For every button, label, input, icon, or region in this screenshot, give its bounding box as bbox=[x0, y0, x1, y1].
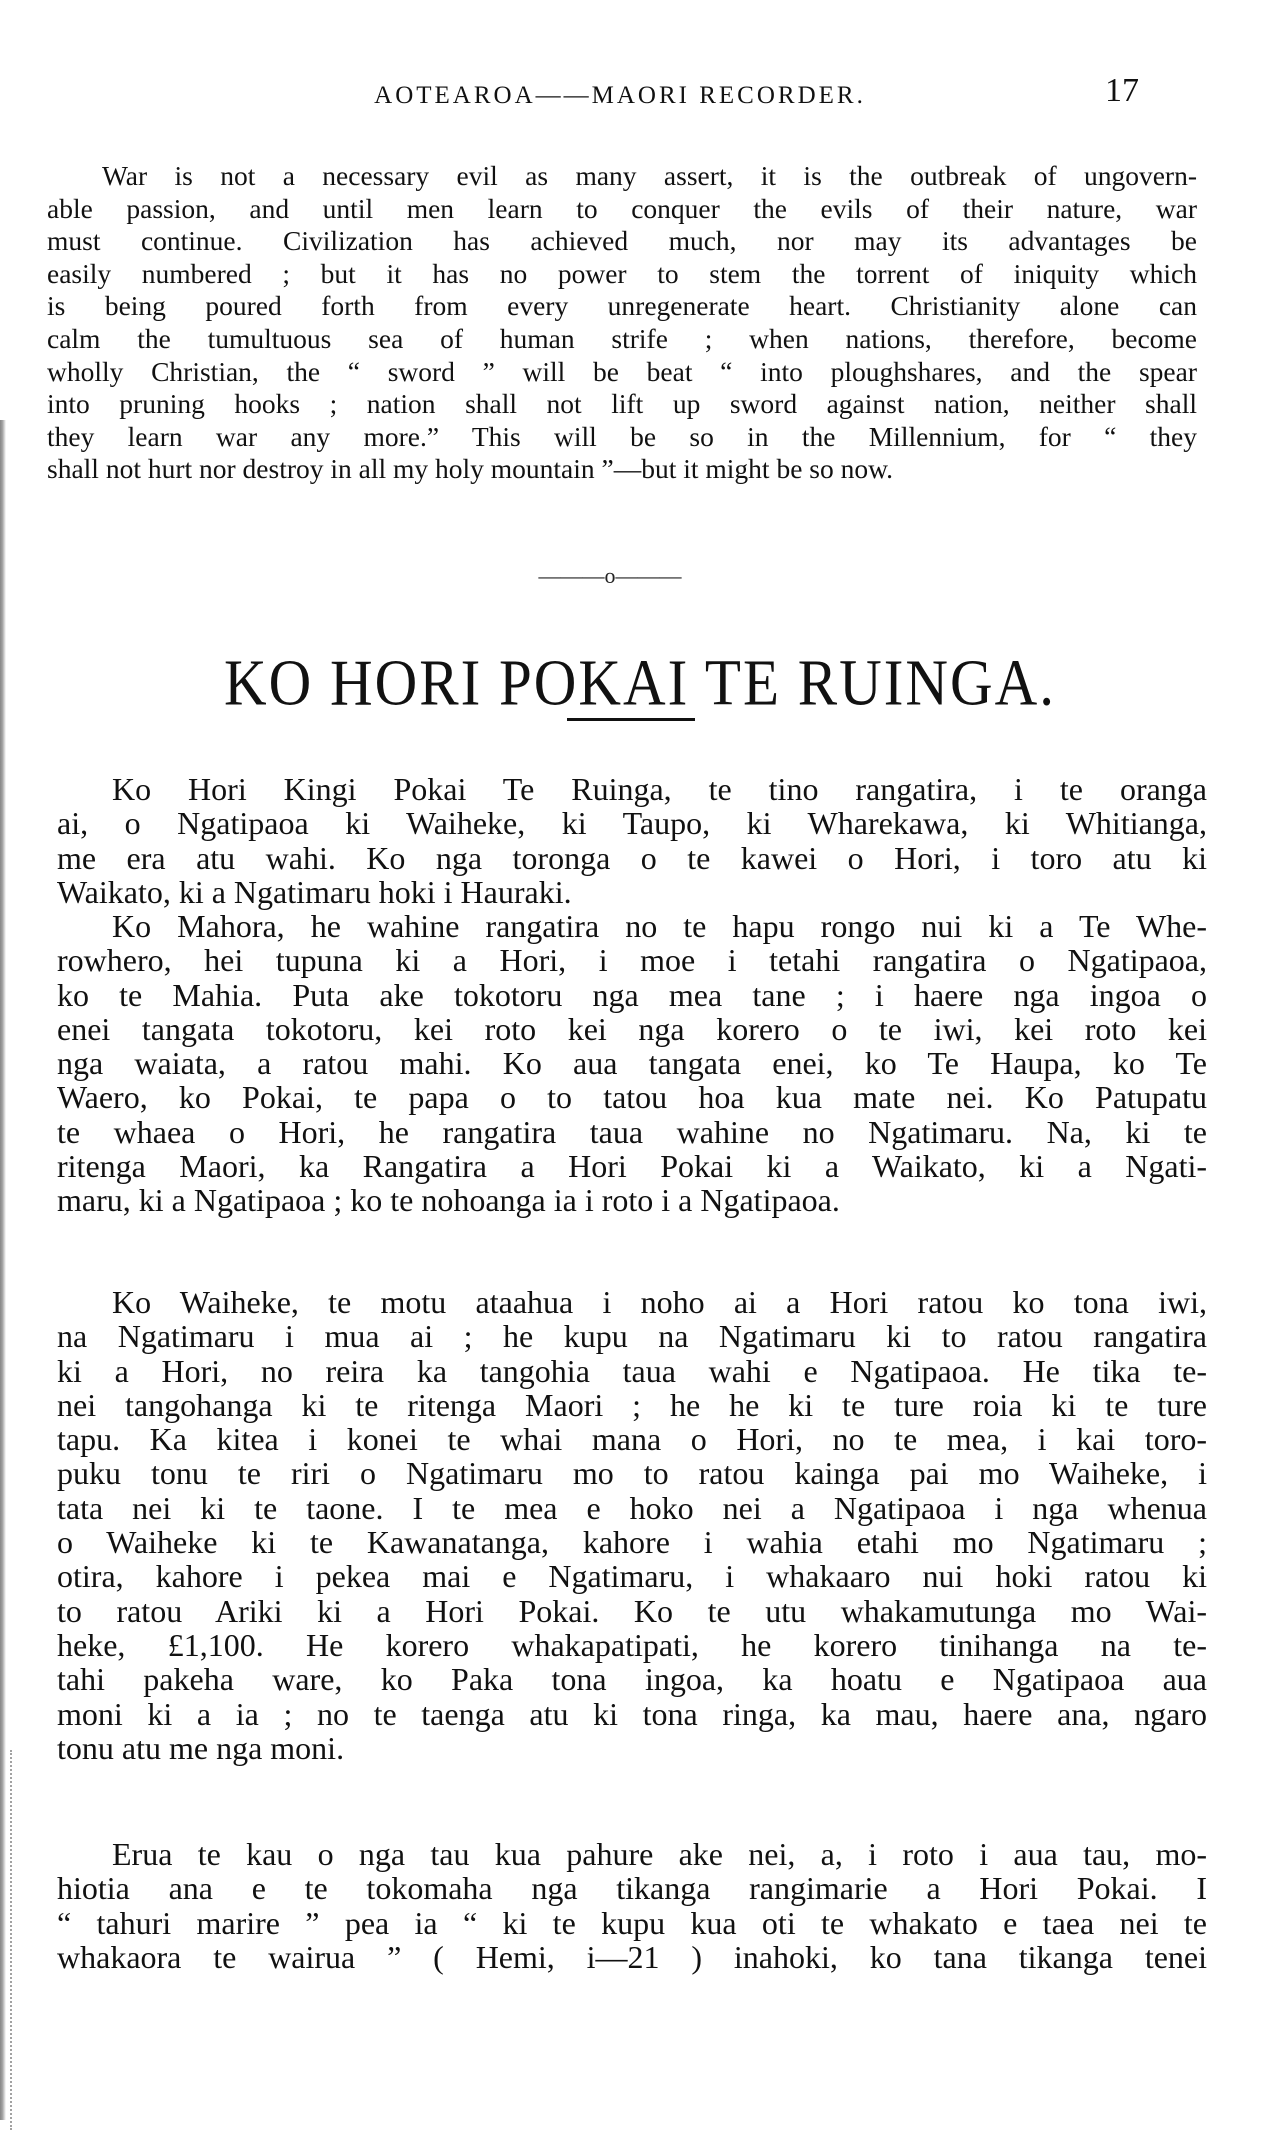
text-line: tonu atu me nga moni. bbox=[57, 1729, 345, 1766]
text-line: shall not hurt nor destroy in all my holy mountain ”—but it might be so now. bbox=[47, 453, 894, 485]
text-line: Waikato, ki a Ngatimaru hoki i Hauraki. bbox=[57, 873, 572, 910]
text-line: Ko Waiheke, te motu ataahua i noho ai a Hori ratou ko tona iwi, bbox=[112, 1284, 1207, 1320]
text-line: calm the tumultuous sea of human strife ; when nations, therefore, become bbox=[47, 322, 1197, 354]
article-paragraph-4 bbox=[57, 1837, 1207, 1974]
article-paragraph-3 bbox=[57, 1285, 1207, 1765]
text-line: into pruning hooks ; nation shall not lift up sword against nation, neither shall bbox=[47, 388, 1197, 420]
text-line: na Ngatimaru i mua ai ; he kupu na Ngatimaru ki to ratou rangatira bbox=[57, 1318, 1207, 1355]
running-head: AOTEAROA——MAORI RECORDER. bbox=[374, 82, 866, 109]
text-line: tahi pakeha ware, ko Paka tona ingoa, ka hoatu e Ngatipaoa aua bbox=[57, 1661, 1207, 1698]
title-rule bbox=[567, 718, 695, 721]
text-line: maru, ki a Ngatipaoa ; ko te nohoanga ia i roto i a Ngatipaoa. bbox=[57, 1182, 840, 1219]
text-line: o Waiheke ki te Kawanatanga, kahore i wahia etahi mo Ngatimaru ; bbox=[57, 1524, 1207, 1561]
text-line: whakaora te wairua ” ( Hemi, i—21 ) inahoki, ko tana tikanga tenei bbox=[57, 1938, 1207, 1975]
text-line: Ko Mahora, he wahine rangatira no te hapu rongo nui ki a Te Whe- bbox=[112, 908, 1207, 944]
text-line: wholly Christian, the “ sword ” will be beat “ into ploughshares, and the spear bbox=[47, 355, 1197, 387]
text-line: Waero, ko Pokai, te papa o to tatou hoa kua mate nei. Ko Patupatu bbox=[57, 1079, 1207, 1116]
text-line: heke, £1,100. He korero whakapatipati, he korero tinihanga na te- bbox=[57, 1626, 1207, 1663]
scan-edge-dots bbox=[10, 1750, 16, 2130]
text-line: ritenga Maori, ka Rangatira a Hori Pokai ki a Waikato, ki a Ngati- bbox=[57, 1148, 1207, 1185]
text-line: puku tonu te riri o Ngatimaru mo to ratou kainga pai mo Waiheke, i bbox=[57, 1455, 1207, 1492]
text-line: enei tangata tokotoru, kei roto kei nga korero o te iwi, kei roto kei bbox=[57, 1010, 1207, 1047]
text-line: ai, o Ngatipaoa ki Waiheke, ki Taupo, ki Wharekawa, ki Whitianga, bbox=[57, 805, 1207, 842]
text-line: tata nei ki te taone. I te mea e hoko nei a Ngatipaoa i nga whenua bbox=[57, 1489, 1207, 1526]
article-paragraph-2 bbox=[57, 909, 1207, 1218]
section-separator: ———o——— bbox=[538, 563, 682, 588]
text-line: nei tangohanga ki te ritenga Maori ; he he ki te ture roia ki te ture bbox=[57, 1386, 1207, 1423]
text-line: ki a Hori, no reira ka tangohia taua wahi e Ngatipaoa. He tika te- bbox=[57, 1352, 1207, 1389]
text-line: ko te Mahia. Puta ake tokotoru nga mea tane ; i haere nga ingoa o bbox=[57, 976, 1207, 1013]
page-number: 17 bbox=[1105, 72, 1139, 109]
text-line: easily numbered ; but it has no power to stem the torrent of iniquity which bbox=[47, 257, 1197, 289]
text-line: is being poured forth from every unregenerate heart. Christianity alone can bbox=[47, 290, 1197, 322]
text-line: moni ki a ia ; no te taenga atu ki tona ringa, ka mau, haere ana, ngaro bbox=[57, 1695, 1207, 1732]
text-line: to ratou Ariki ki a Hori Pokai. Ko te utu whakamutunga mo Wai- bbox=[57, 1592, 1207, 1629]
text-line: me era atu wahi. Ko nga toronga o te kawei o Hori, i toro atu ki bbox=[57, 839, 1207, 876]
text-line: te whaea o Hori, he rangatira taua wahine no Ngatimaru. Na, ki te bbox=[57, 1113, 1207, 1150]
intro-paragraph bbox=[47, 160, 1197, 486]
article-title: KO HORI POKAI TE RUINGA. bbox=[224, 644, 1056, 719]
text-line: Ko Hori Kingi Pokai Te Ruinga, te tino rangatira, i te oranga bbox=[112, 771, 1207, 807]
text-line: tapu. Ka kitea i konei te whai mana o Hori, no te mea, i kai toro- bbox=[57, 1421, 1207, 1458]
text-line: hiotia ana e te tokomaha nga tikanga rangimarie a Hori Pokai. I bbox=[57, 1870, 1207, 1907]
text-line: they learn war any more.” This will be so in the Millennium, for “ they bbox=[47, 420, 1197, 452]
text-line: War is not a necessary evil as many assert, it is the outbreak of ungovern- bbox=[102, 160, 1197, 191]
text-line: able passion, and until men learn to conquer the evils of their nature, war bbox=[47, 192, 1197, 224]
article-paragraph-1 bbox=[57, 772, 1207, 909]
text-line: Erua te kau o nga tau kua pahure ake nei, a, i roto i aua tau, mo- bbox=[112, 1836, 1207, 1872]
text-line: otira, kahore i pekea mai e Ngatimaru, i whakaaro nui hoki ratou ki bbox=[57, 1558, 1207, 1595]
text-line: “ tahuri marire ” pea ia “ ki te kupu kua oti te whakato e taea nei te bbox=[57, 1904, 1207, 1941]
text-line: nga waiata, a ratou mahi. Ko aua tangata enei, ko Te Haupa, ko Te bbox=[57, 1045, 1207, 1082]
text-line: must continue. Civilization has achieved much, nor may its advantages be bbox=[47, 225, 1197, 257]
text-line: rowhero, hei tupuna ki a Hori, i moe i tetahi rangatira o Ngatipaoa, bbox=[57, 942, 1207, 979]
